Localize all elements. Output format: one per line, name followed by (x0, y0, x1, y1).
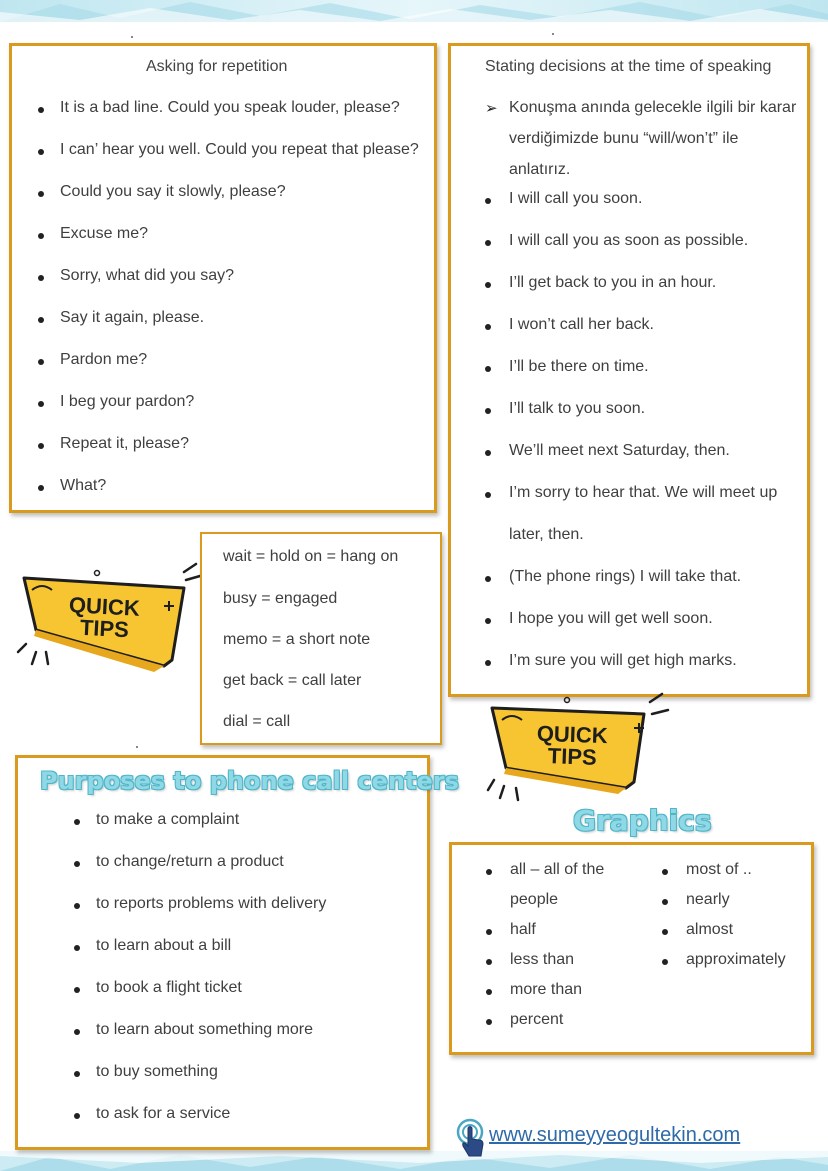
bullet-icon (74, 1029, 80, 1035)
quick-tips-word-2: TIPS (79, 614, 130, 643)
bullet-icon (74, 819, 80, 825)
bullet-icon (38, 485, 44, 491)
bullet-icon (486, 989, 492, 995)
bullet-icon (662, 929, 668, 935)
decisions-note-line: anlatırız. (509, 161, 571, 178)
website-link[interactable]: www.sumeyyeogultekin.com (489, 1124, 741, 1146)
bullet-icon (485, 366, 491, 372)
quick-tips-word-1: QUICK (68, 592, 141, 621)
decor-dot (552, 33, 554, 35)
top-decorative-band (0, 0, 828, 22)
repetition-box: Asking for repetition It is a bad line. Could you speak louder, please? I can’ hear you well. Could you repeat that please? Could you say it slowly, please? Excuse me? Sorry, what did you say? Say it again, please. Pardon me? I beg your pardon? Repeat it, please? What? (9, 43, 437, 513)
bullet-icon (38, 401, 44, 407)
quick-tips-word-2: TIPS (547, 743, 598, 770)
bullet-icon (74, 945, 80, 951)
bullet-icon (485, 324, 491, 330)
bullet-icon (38, 443, 44, 449)
bullet-icon (38, 149, 44, 155)
decisions-note-line: verdiğimizde bunu “will/won’t” ile (509, 130, 739, 147)
bullet-icon (485, 408, 491, 414)
bullet-icon (485, 198, 491, 204)
pointer-hand-icon (455, 1118, 489, 1160)
bullet-icon (38, 107, 44, 113)
bullet-icon (485, 282, 491, 288)
bullet-icon (485, 492, 491, 498)
decisions-note-line: Konuşma anında gelecekle ilgili bir karar (509, 99, 797, 116)
bullet-icon (486, 959, 492, 965)
bullet-icon (74, 987, 80, 993)
bullet-icon (74, 1071, 80, 1077)
arrow-bullet-icon: ➢ (485, 100, 498, 117)
bullet-icon (38, 317, 44, 323)
graphics-box: all – all of the people half less than more than percent most of .. nearly almost approximately (449, 842, 814, 1055)
bullet-icon (74, 1113, 80, 1119)
quick-tip-line: busy = engaged (223, 590, 338, 607)
decor-dot (136, 746, 138, 748)
bullet-icon (662, 959, 668, 965)
quick-tips-word-1: QUICK (536, 720, 609, 749)
quick-tip-line: wait = hold on = hang on (223, 548, 399, 565)
repetition-title: Asking for repetition (146, 58, 288, 75)
bottom-decorative-band (0, 1151, 828, 1171)
purposes-heading: Purposes to phone call centers (40, 767, 459, 795)
bullet-icon (485, 618, 491, 624)
bullet-icon (662, 899, 668, 905)
purposes-box: Purposes to phone call centers to make a complaint to change/return a product to reports problems with delivery to learn about a bill to book a flight ticket to learn about something more to buy something to ask for a service (15, 755, 430, 1150)
bullet-icon (485, 576, 491, 582)
decisions-title: Stating decisions at the time of speaking (485, 58, 772, 75)
bullet-icon (38, 233, 44, 239)
decor-dot (131, 36, 133, 38)
bullet-icon (38, 191, 44, 197)
bullet-icon (486, 929, 492, 935)
quick-tips-badge (484, 692, 674, 802)
bullet-icon (485, 240, 491, 246)
quick-tips-badge (14, 560, 202, 675)
graphics-heading: Graphics (573, 804, 712, 837)
bullet-icon (74, 861, 80, 867)
bullet-icon (486, 1019, 492, 1025)
bullet-icon (485, 450, 491, 456)
bullet-icon (38, 359, 44, 365)
decisions-box: Stating decisions at the time of speaking ➢ Konuşma anında gelecekle ilgili bir karar verdiğimizde bunu “will/won’t” ile anlatırız. I will call you soon. I will call you as soon as possible. I’ll get back to you in an hour. I won’t call her back. I’ll be there on time. I’ll talk to you soon. We’ll meet next Saturday, then. I’m sorry to hear that. We will meet up later, then. (The phone rings) I will take that. I hope you will get well soon. I’m sure you will get high marks. (448, 43, 810, 697)
quick-tips-box (200, 532, 442, 745)
bullet-icon (486, 869, 492, 875)
quick-tip-line: dial = call (223, 713, 291, 730)
bullet-icon (38, 275, 44, 281)
quick-tip-line: get back = call later (223, 672, 362, 689)
bullet-icon (74, 903, 80, 909)
bullet-icon (662, 869, 668, 875)
bullet-icon (485, 660, 491, 666)
quick-tip-line: memo = a short note (223, 631, 371, 648)
